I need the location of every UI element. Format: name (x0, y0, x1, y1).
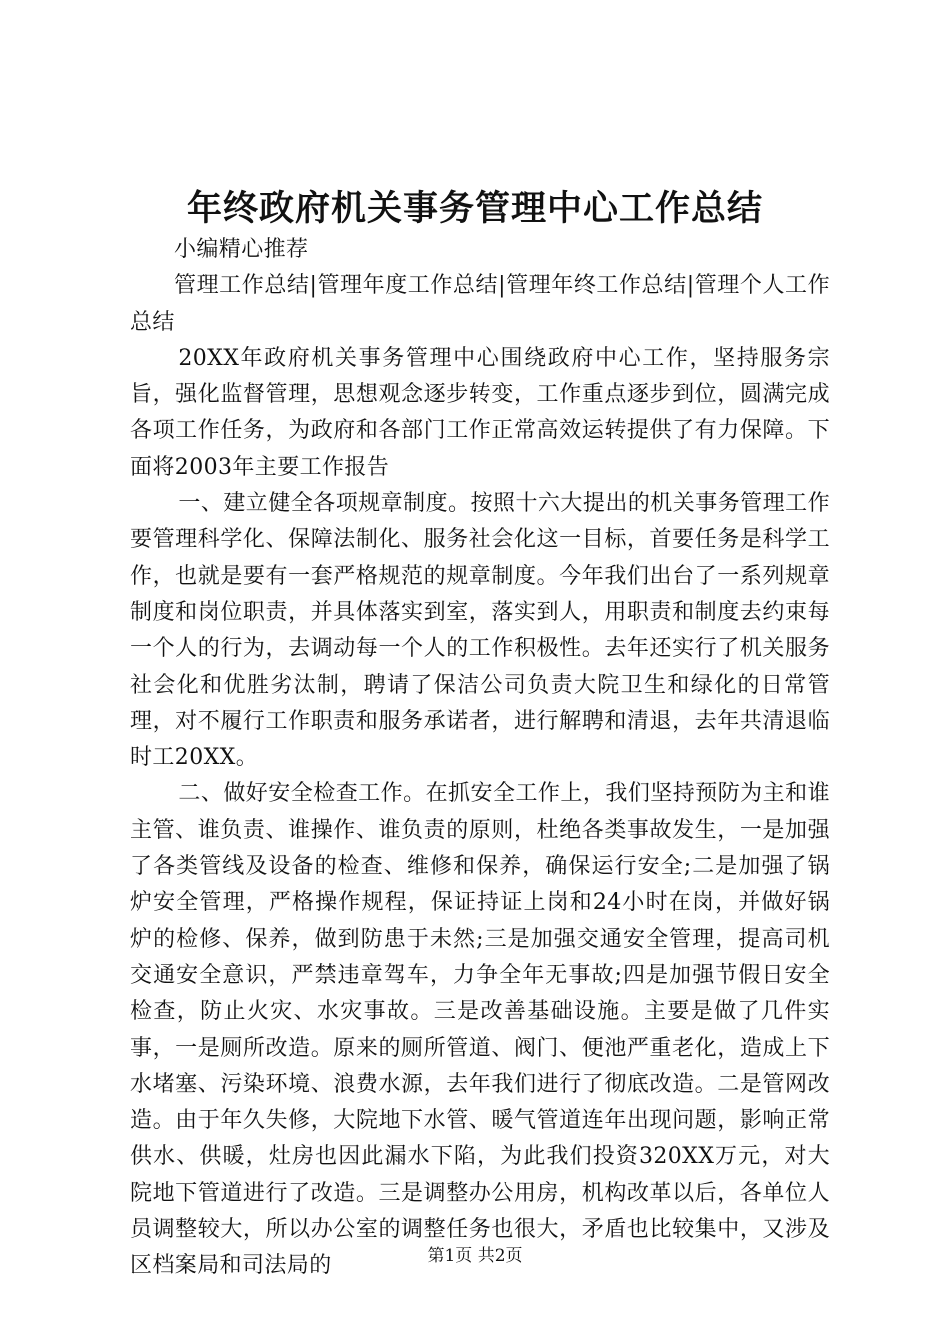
document-title: 年终政府机关事务管理中心工作总结 (186, 188, 763, 229)
related-links[interactable]: 管理工作总结|管理年度工作总结|管理年终工作总结|管理个人工作总结 (130, 273, 830, 335)
document-body (130, 232, 830, 1285)
page-footer: 第1页 共2页 (427, 1246, 523, 1266)
paragraph-regulations: 一、建立健全各项规章制度。按照十六大提出的机关事务管理工作要管理科学化、保障法制化、服务社会化这一目标，首要任务是科学工作，也就是要有一套严格规范的规章制度。今年我们出台了一系列规章制度和岗位职责，并具体落实到室，落实到人，用职责和制度去约束每一个人的行为，去调动每一个人的工作积极性。去年还实行了机关服务社会化和优胜劣汰制，聘请了保洁公司负责大院卫生和绿化的日常管理，对不履行工作职责和服务承诺者，进行解聘和清退，去年共清退临时工20XX。 (130, 491, 830, 771)
recommend-line: 小编精心推荐 (174, 237, 309, 262)
paragraph-safety: 二、做好安全检查工作。在抓安全工作上，我们坚持预防为主和谁主管、谁负责、谁操作、谁负责的原则，杜绝各类事故发生，一是加强了各类管线及设备的检查、维修和保养，确保运行安全;二是加强了锅炉安全管理，严格操作规程，保证持证上岗和24小时在岗，并做好锅炉的检修、保养，做到防患于未然;三是加强交通安全管理，提高司机交通安全意识，严禁违章驾车，力争全年无事故;四是加强节假日安全检查，防止火灾、水灾事故。三是改善基础设施。主要是做了几件实事，一是厕所改造。原来的厕所管道、阀门、便池严重老化，造成上下水堵塞、污染环境、浪费水源，去年我们进行了彻底改造。二是管网改造。由于年久失修，大院地下水管、暖气管道连年出现问题，影响正常供水、供暖，灶房也因此漏水下陷，为此我们投资320XX万元，对大院地下管道进行了改造。三是调整办公用房，机构改革以后，各单位人员调整较大，所以办公室的调整任务也很大，矛盾也比较集中，又涉及区档案局和司法局的 (130, 781, 830, 1279)
paragraph-intro: 20XX年政府机关事务管理中心围绕政府中心工作，坚持服务宗旨，强化监督管理，思想观念逐步转变，工作重点逐步到位，圆满完成各项工作任务，为政府和各部门工作正常高效运转提供了有力保障。下面将2003年主要工作报告 (130, 345, 830, 480)
